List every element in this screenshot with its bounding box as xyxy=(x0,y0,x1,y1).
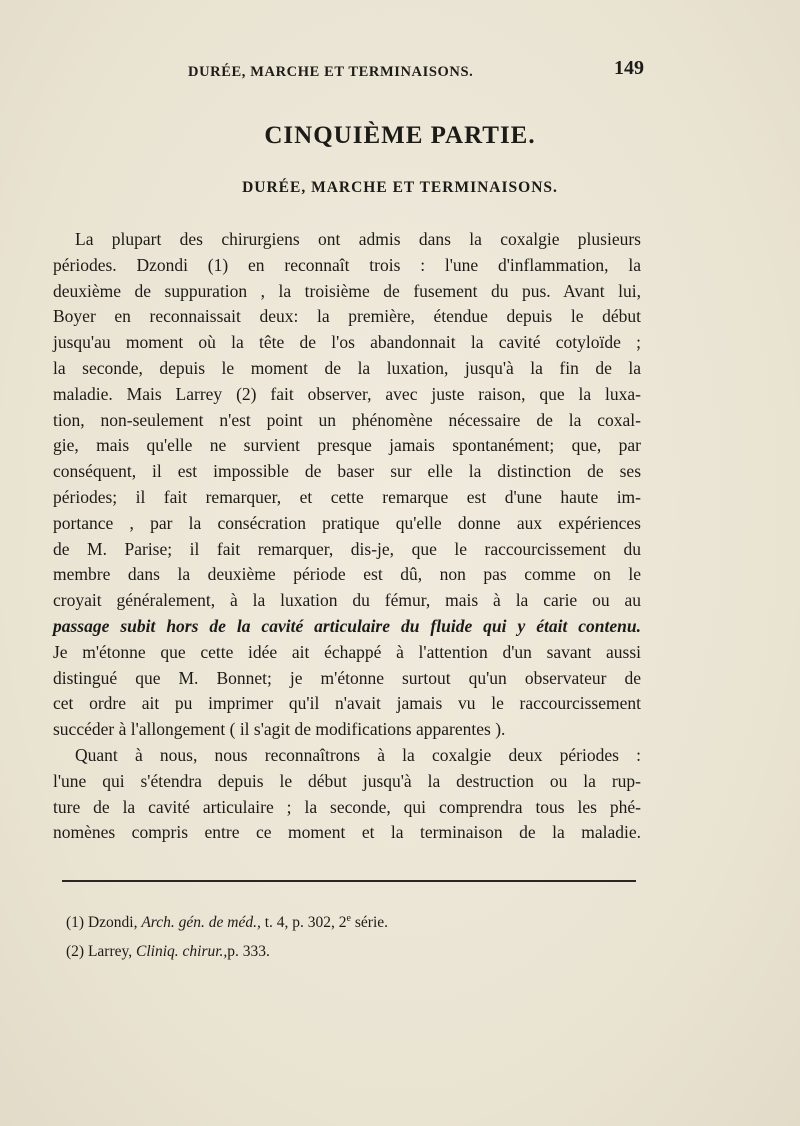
text-line: succéder à l'allongement ( il s'agit de modifications apparentes ). xyxy=(53,719,506,740)
part-title: CINQUIÈME PARTIE. xyxy=(264,122,536,149)
text-line: Boyer en reconnaissait deux: la première, étendue depuis le début xyxy=(53,306,641,327)
footnote-marker: (1) xyxy=(66,914,85,931)
text-line: portance , par la consécration pratique qu'elle donne aux expériences xyxy=(53,512,641,533)
footnote-detail: p. 333. xyxy=(227,943,270,960)
text-line: Quant à nous, nous reconnaîtrons à la coxalgie deux périodes : xyxy=(75,744,641,765)
text-line: Je m'étonne que cette idée ait échappé à l'attention d'un savant aussi xyxy=(53,641,641,662)
text-line: l'une qui s'étendra depuis le début jusqu'à la destruction ou la rup- xyxy=(53,770,641,791)
footnote-2 xyxy=(66,937,626,966)
italic-phrase: passage subit hors de la cavité articulaire du fluide qui y était contenu. xyxy=(53,615,641,636)
footnote-superscript: e xyxy=(346,912,351,924)
text-line: la seconde, depuis le moment de la luxation, jusqu'à la fin de la xyxy=(53,357,641,378)
text-line: La plupart des chirurgiens ont admis dans la coxalgie plusieurs xyxy=(75,229,641,249)
footnote-author: Larrey, xyxy=(87,943,133,960)
text-line: de M. Parise; il fait remarquer, dis-je, que le raccourcissement du xyxy=(53,538,641,559)
footnote-tail: série. xyxy=(354,914,389,931)
text-line: conséquent, il est impossible de baser sur elle la distinction de ses xyxy=(53,461,641,482)
paragraph-2 xyxy=(53,743,641,846)
text-line: périodes. Dzondi (1) en reconnaît trois : l'une d'inflammation, la xyxy=(53,254,641,275)
page-number: 149 xyxy=(614,57,644,79)
paragraph-1 xyxy=(53,227,641,743)
footnote-1 xyxy=(66,908,626,937)
text-line: maladie. Mais Larrey (2) fait observer, avec juste raison, que la luxa- xyxy=(53,383,641,404)
text-line: cet ordre ait pu imprimer qu'il n'avait jamais vu le raccourcissement xyxy=(53,693,641,714)
section-title: DURÉE, MARCHE ET TERMINAISONS. xyxy=(242,179,558,196)
footnote-marker: (2) xyxy=(66,943,85,960)
footnotes xyxy=(66,908,626,966)
text-line: gie, mais qu'elle ne survient presque jamais spontanément; que, par xyxy=(53,435,641,456)
footnote-source: Cliniq. chirur., xyxy=(136,943,228,960)
running-head: DURÉE, MARCHE ET TERMINAISONS. xyxy=(188,64,474,80)
text-line: ture de la cavité articulaire ; la seconde, qui comprendra tous les phé- xyxy=(53,796,641,817)
footnote-author: Dzondi, xyxy=(87,914,138,931)
text-line: deuxième de suppuration , la troisième de fusement du pus. Avant lui, xyxy=(53,280,641,301)
footnote-rule xyxy=(62,880,636,882)
text-line: tion, non-seulement n'est point un phénomène nécessaire de la coxal- xyxy=(53,409,641,430)
footnote-detail: t. 4, p. 302, 2 xyxy=(264,914,347,931)
body-text xyxy=(53,227,641,846)
footnote-source: Arch. gén. de méd., xyxy=(141,914,261,931)
text-line: nomènes compris entre ce moment et la terminaison de la maladie. xyxy=(53,822,641,843)
italic-text-line xyxy=(53,614,641,640)
text-line: distingué que M. Bonnet; je m'étonne surtout qu'un observateur de xyxy=(53,667,641,688)
text-line: croyait généralement, à la luxation du fémur, mais à la carie ou au xyxy=(53,590,641,611)
text-line: membre dans la deuxième période est dû, non pas comme on le xyxy=(53,564,641,585)
text-line: périodes; il fait remarquer, et cette remarque est d'une haute im- xyxy=(53,486,641,507)
text-line: jusqu'au moment où la tête de l'os abandonnait la cavité cotyloïde ; xyxy=(53,332,641,353)
